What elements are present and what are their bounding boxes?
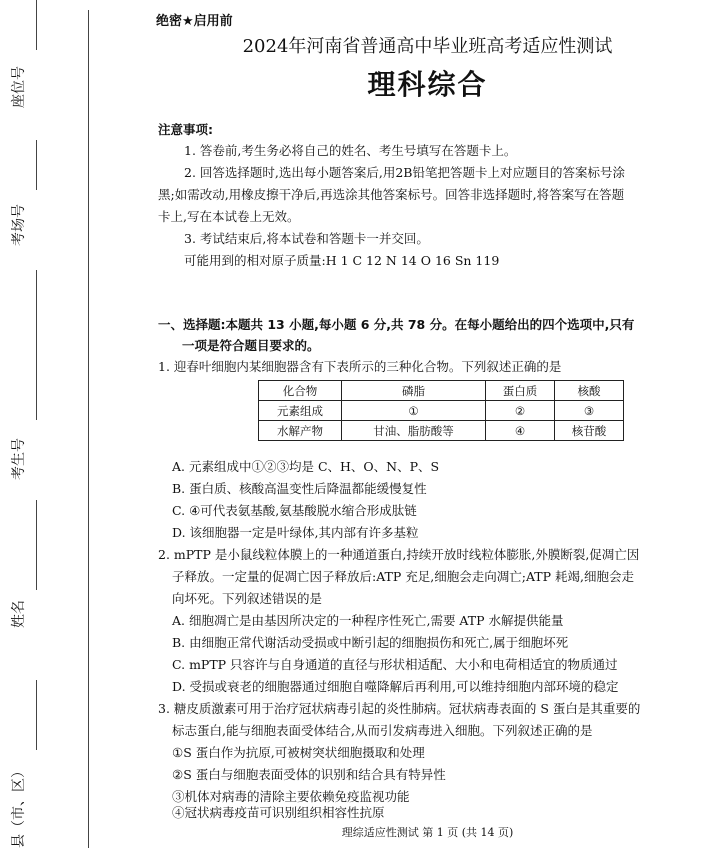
notice-heading: 注意事项: xyxy=(158,122,213,137)
q2-stem-line-2: 子释放。一定量的促凋亡因子释放后:ATP 充足,细胞会走向凋亡;ATP 耗竭,细胞会走 xyxy=(172,569,635,584)
table-cell: 化合物 xyxy=(259,381,342,401)
exam-room-label: 考场号 xyxy=(11,204,27,246)
table-row xyxy=(259,421,624,441)
county-label: 县（市、区） xyxy=(11,764,27,848)
binding-line xyxy=(88,10,89,848)
name-line xyxy=(36,500,37,590)
subject-title: 理科综合 xyxy=(367,68,488,101)
name-label: 姓名 xyxy=(11,600,27,628)
table-cell: 甘油、脂肪酸等 xyxy=(342,421,486,441)
table-row xyxy=(259,401,624,421)
table-cell: ③ xyxy=(555,401,624,421)
q2-stem-line-3: 向坏死。下列叙述错误的是 xyxy=(172,591,323,606)
seat-label: 座位号 xyxy=(11,66,27,108)
q2-option-a: A. 细胞凋亡是由基因所决定的一种程序性死亡,需要 ATP 水解提供能量 xyxy=(172,613,564,628)
table-cell: 蛋白质 xyxy=(486,381,555,401)
q3-item-4: ④冠状病毒疫苗可识别组织相容性抗原 xyxy=(172,805,385,820)
table-row xyxy=(259,381,624,401)
q3-stem-line-1: 3. 糖皮质激素可用于治疗冠状病毒引起的炎性肺病。冠状病毒表面的 S 蛋白是其重要的 xyxy=(158,701,641,716)
notice-line-2: 2. 回答选择题时,选出每小题答案后,用2B铅笔把答题卡上对应题目的答案标号涂 xyxy=(184,165,625,180)
atomic-mass-line: 可能用到的相对原子质量:H 1 C 12 N 14 O 16 Sn 119 xyxy=(184,253,500,268)
q3-item-3: ③机体对病毒的清除主要依赖免疫监视功能 xyxy=(172,789,410,804)
table-cell: ④ xyxy=(486,421,555,441)
q3-item-2: ②S 蛋白与细胞表面受体的识别和结合具有特异性 xyxy=(172,767,446,782)
q1-option-b: B. 蛋白质、核酸高温变性后降温都能缓慢复性 xyxy=(172,481,427,496)
exam-no-line xyxy=(36,270,37,420)
section-heading-line-2: 一项是符合题目要求的。 xyxy=(182,338,320,353)
table-cell: 核酸 xyxy=(555,381,624,401)
table-cell: 元素组成 xyxy=(259,401,342,421)
q2-stem-line-1: 2. mPTP 是小鼠线粒体膜上的一种通道蛋白,持续开放时线粒体膨胀,外膜断裂,促凋亡因 xyxy=(158,547,640,562)
section-heading-line-1: 一、选择题:本题共 13 小题,每小题 6 分,共 78 分。在每小题给出的四个选项中,只有 xyxy=(158,317,635,332)
q1-stem: 1. 迎春叶细胞内某细胞器含有下表所示的三种化合物。下列叙述正确的是 xyxy=(158,359,562,374)
notice-line-5: 3. 考试结束后,将本试卷和答题卡一并交回。 xyxy=(184,231,429,246)
page-footer: 理综适应性测试 第 1 页 (共 14 页) xyxy=(341,826,514,839)
notice-line-4: 卡上,写在本试卷上无效。 xyxy=(158,209,300,224)
table-cell: ② xyxy=(486,401,555,421)
q1-table xyxy=(258,380,624,441)
q1-option-a: A. 元素组成中①②③均是 C、H、O、N、P、S xyxy=(172,459,440,474)
table-cell: 水解产物 xyxy=(259,421,342,441)
q2-option-d: D. 受损或衰老的细胞器通过细胞自噬降解后再利用,可以维持细胞内部环境的稳定 xyxy=(172,679,619,694)
q2-option-b: B. 由细胞正常代谢活动受损或中断引起的细胞损伤和死亡,属于细胞坏死 xyxy=(172,635,569,650)
confidential-mark: 绝密★启用前 xyxy=(156,14,233,29)
binding-margin xyxy=(0,0,100,851)
table-cell: 磷脂 xyxy=(342,381,486,401)
county-line xyxy=(36,680,37,750)
exam-no-label: 考生号 xyxy=(11,438,27,480)
seat-line xyxy=(36,0,37,50)
table-cell: 核苷酸 xyxy=(555,421,624,441)
exam-title: 2024年河南省普通高中毕业班高考适应性测试 xyxy=(242,36,613,57)
exam-room-line xyxy=(36,140,37,190)
notice-line-1: 1. 答卷前,考生务必将自己的姓名、考生号填写在答题卡上。 xyxy=(184,143,517,158)
q2-option-c: C. mPTP 只容许与自身通道的直径与形状相适配、大小和电荷相适宜的物质通过 xyxy=(172,657,618,672)
q1-option-c: C. ④可代表氨基酸,氨基酸脱水缩合形成肽链 xyxy=(172,503,417,518)
notice-line-3: 黑;如需改动,用橡皮擦干净后,再选涂其他答案标号。回答非选择题时,将答案写在答题 xyxy=(158,187,625,202)
q3-item-1: ①S 蛋白作为抗原,可被树突状细胞摄取和处理 xyxy=(172,745,425,760)
q1-option-d: D. 该细胞器一定是叶绿体,其内部有许多基粒 xyxy=(172,525,419,540)
table-cell: ① xyxy=(342,401,486,421)
q3-stem-line-2: 标志蛋白,能与细胞表面受体结合,从而引发病毒进入细胞。下列叙述正确的是 xyxy=(172,723,593,738)
